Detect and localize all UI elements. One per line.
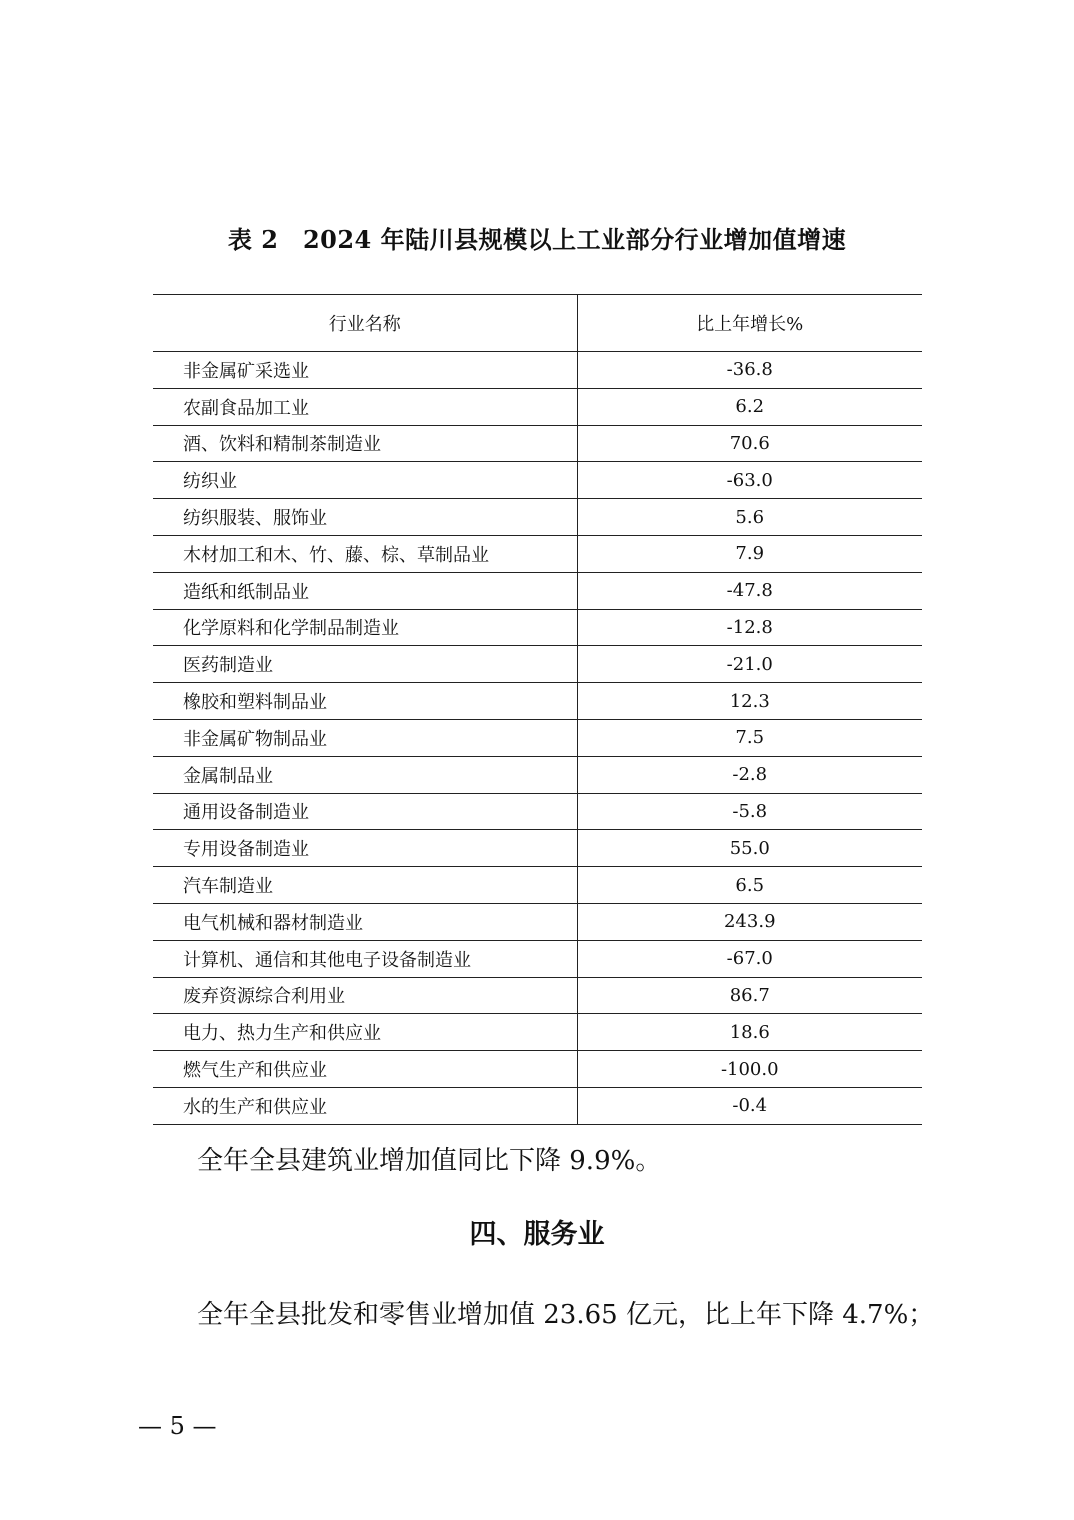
growth-rate-cell: 5.6: [577, 499, 922, 536]
industry-name-cell: 通用设备制造业: [153, 793, 577, 830]
table-row: [153, 756, 922, 793]
growth-rate-cell: 55.0: [577, 830, 922, 867]
table-body: [153, 352, 922, 1125]
table-row: [153, 1087, 922, 1124]
industry-name-cell: 非金属矿物制品业: [153, 719, 577, 756]
growth-rate-cell: 7.9: [577, 535, 922, 572]
industry-name-cell: 酒、饮料和精制茶制造业: [153, 425, 577, 462]
table-row: [153, 940, 922, 977]
industry-name-cell: 汽车制造业: [153, 867, 577, 904]
industry-name-cell: 纺织服装、服饰业: [153, 499, 577, 536]
table-row: [153, 462, 922, 499]
growth-rate-cell: 18.6: [577, 1014, 922, 1051]
table-row: [153, 1051, 922, 1088]
growth-rate-cell: -47.8: [577, 572, 922, 609]
growth-rate-cell: 6.2: [577, 388, 922, 425]
table-row: [153, 683, 922, 720]
industry-name-cell: 水的生产和供应业: [153, 1087, 577, 1124]
growth-rate-cell: 7.5: [577, 719, 922, 756]
table-row: [153, 646, 922, 683]
industry-name-cell: 木材加工和木、竹、藤、棕、草制品业: [153, 535, 577, 572]
table-row: [153, 352, 922, 389]
industry-name-cell: 计算机、通信和其他电子设备制造业: [153, 940, 577, 977]
growth-rate-cell: 6.5: [577, 867, 922, 904]
page-number: — 5 —: [138, 1412, 217, 1440]
industry-name-cell: 电力、热力生产和供应业: [153, 1014, 577, 1051]
industry-name-cell: 金属制品业: [153, 756, 577, 793]
table-row: [153, 903, 922, 940]
table-row: [153, 830, 922, 867]
table-row: [153, 977, 922, 1014]
growth-rate-cell: -12.8: [577, 609, 922, 646]
header-industry-name: 行业名称: [153, 295, 577, 352]
industry-growth-table: [153, 294, 922, 1125]
table-row: [153, 793, 922, 830]
table-row: [153, 425, 922, 462]
table-row: [153, 867, 922, 904]
table-row: [153, 535, 922, 572]
industry-name-cell: 专用设备制造业: [153, 830, 577, 867]
industry-name-cell: 电气机械和器材制造业: [153, 903, 577, 940]
table-title: 表 2 2024 年陆川县规模以上工业部分行业增加值增速: [227, 225, 847, 254]
industry-name-cell: 非金属矿采选业: [153, 352, 577, 389]
table-row: [153, 609, 922, 646]
growth-rate-cell: -100.0: [577, 1051, 922, 1088]
table-row: [153, 499, 922, 536]
table-row: [153, 572, 922, 609]
header-growth-rate: 比上年增长%: [577, 295, 922, 352]
growth-rate-cell: -5.8: [577, 793, 922, 830]
growth-rate-cell: 12.3: [577, 683, 922, 720]
industry-name-cell: 纺织业: [153, 462, 577, 499]
growth-rate-cell: -67.0: [577, 940, 922, 977]
industry-name-cell: 医药制造业: [153, 646, 577, 683]
construction-paragraph: 全年全县建筑业增加值同比下降 9.9%。: [197, 1146, 662, 1176]
growth-rate-cell: -63.0: [577, 462, 922, 499]
industry-name-cell: 橡胶和塑料制品业: [153, 683, 577, 720]
table-row: [153, 388, 922, 425]
industry-name-cell: 农副食品加工业: [153, 388, 577, 425]
growth-rate-cell: -36.8: [577, 352, 922, 389]
growth-rate-cell: -21.0: [577, 646, 922, 683]
industry-name-cell: 废弃资源综合利用业: [153, 977, 577, 1014]
industry-name-cell: 化学原料和化学制品制造业: [153, 609, 577, 646]
section-heading: 四、服务业: [469, 1219, 605, 1250]
table-header-row: [153, 295, 922, 352]
growth-rate-cell: 243.9: [577, 903, 922, 940]
table-row: [153, 719, 922, 756]
growth-rate-cell: -0.4: [577, 1087, 922, 1124]
retail-paragraph: 全年全县批发和零售业增加值 23.65 亿元，比上年下降 4.7%；: [197, 1300, 935, 1330]
growth-rate-cell: -2.8: [577, 756, 922, 793]
industry-name-cell: 燃气生产和供应业: [153, 1051, 577, 1088]
table-row: [153, 1014, 922, 1051]
industry-name-cell: 造纸和纸制品业: [153, 572, 577, 609]
growth-rate-cell: 86.7: [577, 977, 922, 1014]
growth-rate-cell: 70.6: [577, 425, 922, 462]
